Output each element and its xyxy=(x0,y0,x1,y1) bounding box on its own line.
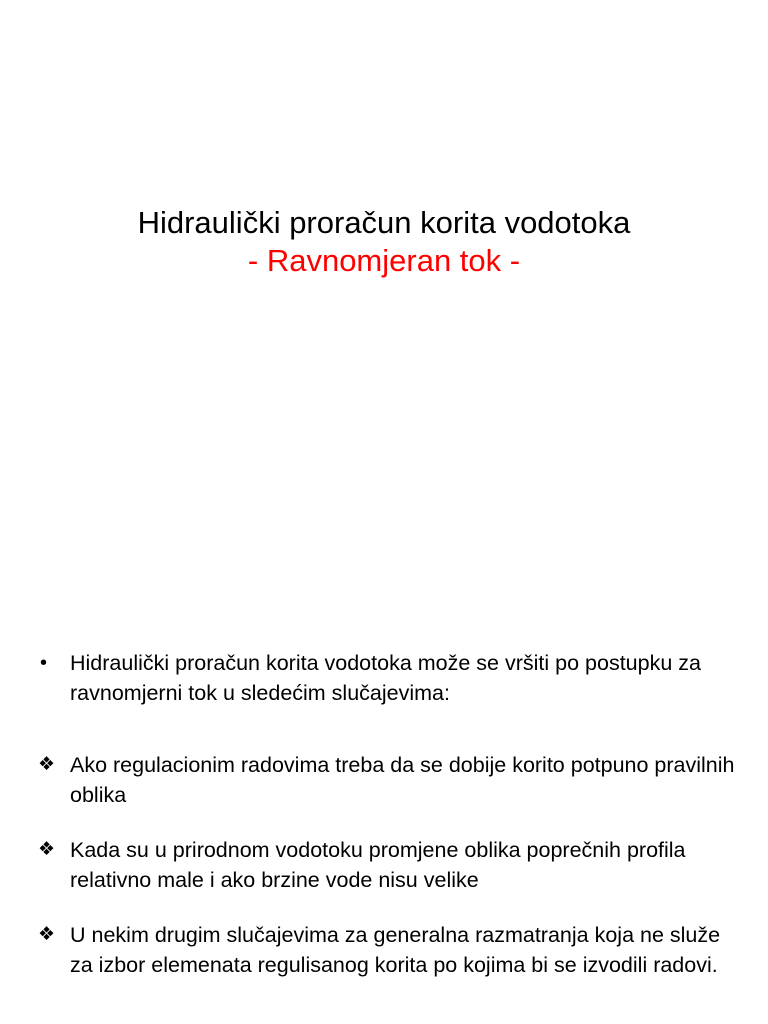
title-subtitle: - Ravnomjeran tok - xyxy=(247,243,521,278)
list-item-text: Kada su u prirodnom vodotoku promjene oblika poprečnih profila relativno male i ako brzine vode nisu velike xyxy=(70,838,686,892)
bullet-icon: • xyxy=(40,652,48,674)
list-item xyxy=(36,835,736,895)
list-item-text: Ako regulacionim radovima treba da se dobije korito potpuno pravilnih oblika xyxy=(70,753,735,807)
intro-text: Hidraulički proračun korita vodotoka može se vršiti po postupku za ravnomjerni tok u sledećim slučajevima: xyxy=(70,651,701,705)
diamond-bullet-icon: ❖ xyxy=(38,754,55,775)
diamond-bullet-icon: ❖ xyxy=(38,924,55,945)
slide-content xyxy=(36,648,736,980)
list-item xyxy=(36,750,736,810)
list-item xyxy=(36,920,736,980)
title-main: Hidraulički proračun korita vodotoka xyxy=(137,205,631,240)
diamond-bullet-icon: ❖ xyxy=(38,839,55,860)
intro-bullet-item xyxy=(36,648,736,708)
slide-title xyxy=(0,204,768,280)
list-item-text: U nekim drugim slučajevima za generalna razmatranja koja ne služe za izbor elemenata regulisanog korita po kojima bi se izvodili radovi. xyxy=(70,923,721,977)
